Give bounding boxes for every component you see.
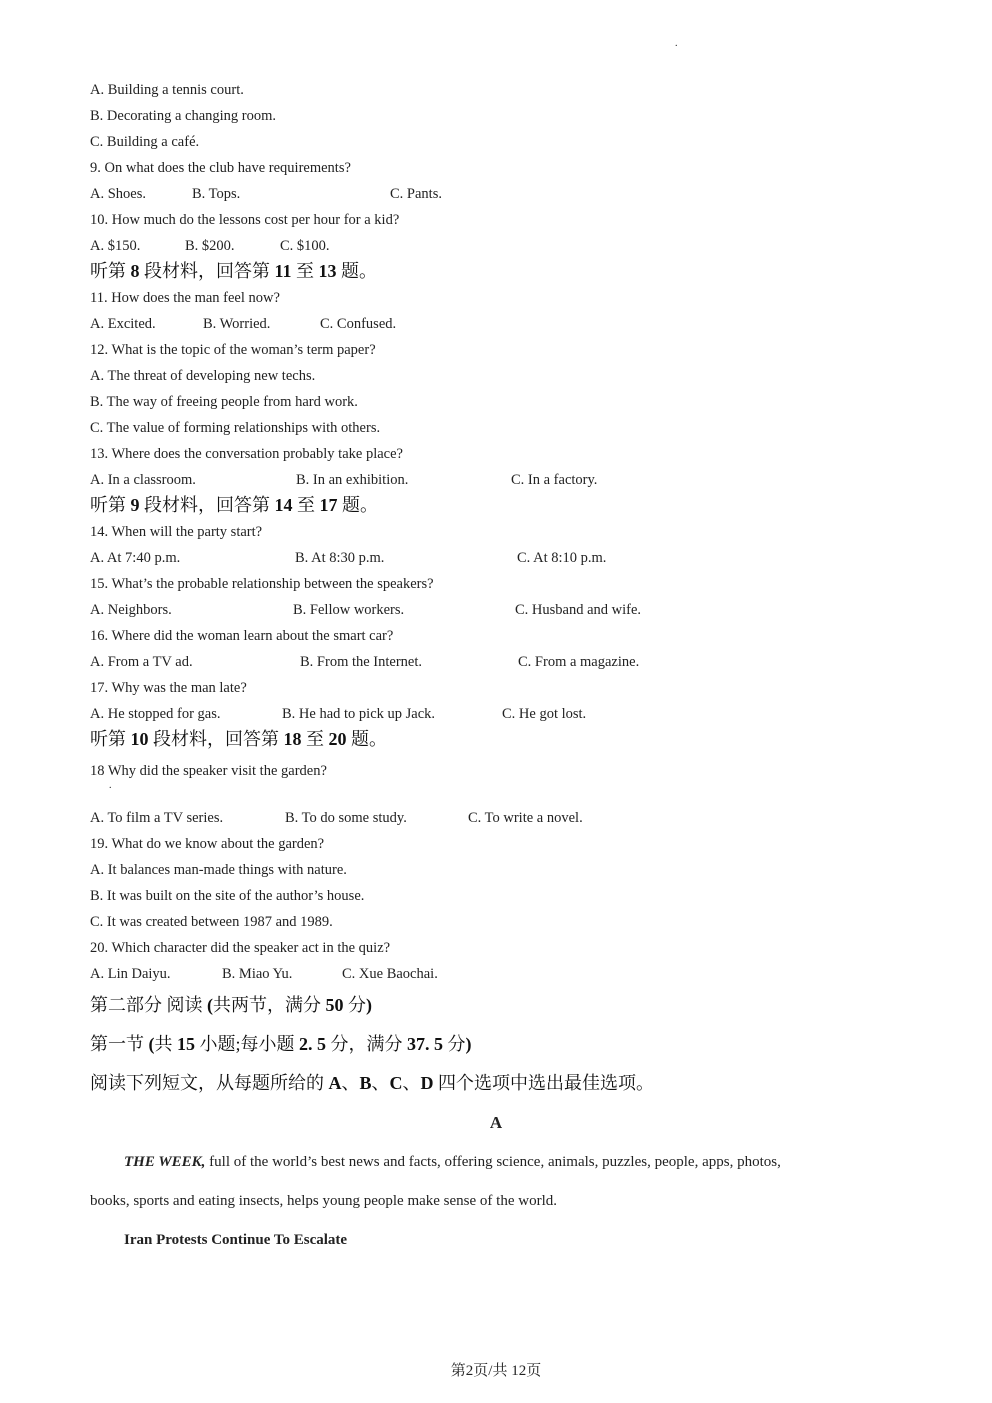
question-16: 16. Where did the woman learn about the smart car? <box>90 628 394 644</box>
option-c: C. He got lost. <box>502 706 587 722</box>
option-line: B. It was built on the site of the author’s house. <box>90 888 365 904</box>
option-b: B. He had to pick up Jack. <box>282 706 436 722</box>
option-b: B. Worried. <box>203 316 271 332</box>
passage-line-1: THE WEEK, full of the world’s best news and facts, offering science, animals, puzzles, people, apps, photos, <box>124 1154 781 1170</box>
option-a: A. Excited. <box>90 316 156 332</box>
option-b: B. In an exhibition. <box>296 472 409 488</box>
question-20: 20. Which character did the speaker act in the quiz? <box>90 940 391 956</box>
option-b: B. From the Internet. <box>300 654 423 670</box>
option-line: B. The way of freeing people from hard work. <box>90 394 358 410</box>
page-footer: 第2页/共 12页 <box>450 1363 542 1379</box>
option-a: A. At 7:40 p.m. <box>90 550 181 566</box>
publication-name: THE WEEK, <box>124 1154 206 1170</box>
option-c: C. At 8:10 p.m. <box>517 550 607 566</box>
question-12: 12. What is the topic of the woman’s term paper? <box>90 342 376 358</box>
option-a: A. Lin Daiyu. <box>90 966 171 982</box>
option-line: C. It was created between 1987 and 1989. <box>90 914 333 930</box>
question-9: 9. On what does the club have requirements? <box>90 160 351 176</box>
section-heading-9: 听第 9 段材料，回答第 14 至 17 题。 <box>90 495 378 515</box>
question-10: 10. How much do the lessons cost per hour for a kid? <box>90 212 400 228</box>
option-c: C. In a factory. <box>511 472 598 488</box>
option-a: A. Neighbors. <box>90 602 172 618</box>
option-line: C. The value of forming relationships with others. <box>90 420 381 436</box>
option-b: B. At 8:30 p.m. <box>295 550 385 566</box>
question-14: 14. When will the party start? <box>90 524 263 540</box>
option-b: B. Tops. <box>192 186 241 202</box>
question-17: 17. Why was the man late? <box>90 680 247 696</box>
option-line: B. Decorating a changing room. <box>90 108 277 124</box>
option-line: A. It balances man-made things with nature. <box>90 862 347 878</box>
option-c: C. Xue Baochai. <box>342 966 438 982</box>
section-one-heading: 第一节 (共 15 小题;每小题 2. 5 分，满分 37. 5 分) <box>90 1034 472 1054</box>
question-18: 18 Why did the speaker visit the garden? <box>90 763 327 779</box>
question-11: 11. How does the man feel now? <box>90 290 280 306</box>
option-b: B. $200. <box>185 238 235 254</box>
option-line: A. Building a tennis court. <box>90 82 244 98</box>
option-b: B. Miao Yu. <box>222 966 293 982</box>
passage-label: A <box>489 1113 503 1132</box>
option-c: C. $100. <box>280 238 330 254</box>
section-heading-8: 听第 8 段材料，回答第 11 至 13 题。 <box>90 261 378 281</box>
option-line: C. Building a café. <box>90 134 200 150</box>
option-a: A. Shoes. <box>90 186 146 202</box>
option-c: C. Husband and wife. <box>515 602 642 618</box>
option-a: A. He stopped for gas. <box>90 706 221 722</box>
article-title: Iran Protests Continue To Escalate <box>124 1232 348 1248</box>
stray-mark: . <box>109 780 112 791</box>
passage-line-2: books, sports and eating insects, helps young people make sense of the world. <box>90 1193 557 1209</box>
header-mark: . <box>675 38 678 49</box>
question-19: 19. What do we know about the garden? <box>90 836 325 852</box>
option-line: A. The threat of developing new techs. <box>90 368 316 384</box>
option-c: C. Pants. <box>390 186 442 202</box>
option-a: A. In a classroom. <box>90 472 196 488</box>
option-b: B. Fellow workers. <box>293 602 405 618</box>
option-a: A. From a TV ad. <box>90 654 193 670</box>
question-15: 15. What’s the probable relationship between the speakers? <box>90 576 434 592</box>
option-a: A. $150. <box>90 238 141 254</box>
question-13: 13. Where does the conversation probably take place? <box>90 446 403 462</box>
reading-instruction: 阅读下列短文，从每题所给的 A、B、C、D 四个选项中选出最佳选项。 <box>90 1073 655 1093</box>
option-c: C. From a magazine. <box>518 654 640 670</box>
option-a: A. To film a TV series. <box>90 810 224 826</box>
option-b: B. To do some study. <box>285 810 407 826</box>
option-c: C. Confused. <box>320 316 397 332</box>
part-two-heading: 第二部分 阅读 (共两节，满分 50 分) <box>90 995 372 1015</box>
section-heading-10: 听第 10 段材料，回答第 18 至 20 题。 <box>90 729 387 749</box>
option-c: C. To write a novel. <box>468 810 583 826</box>
